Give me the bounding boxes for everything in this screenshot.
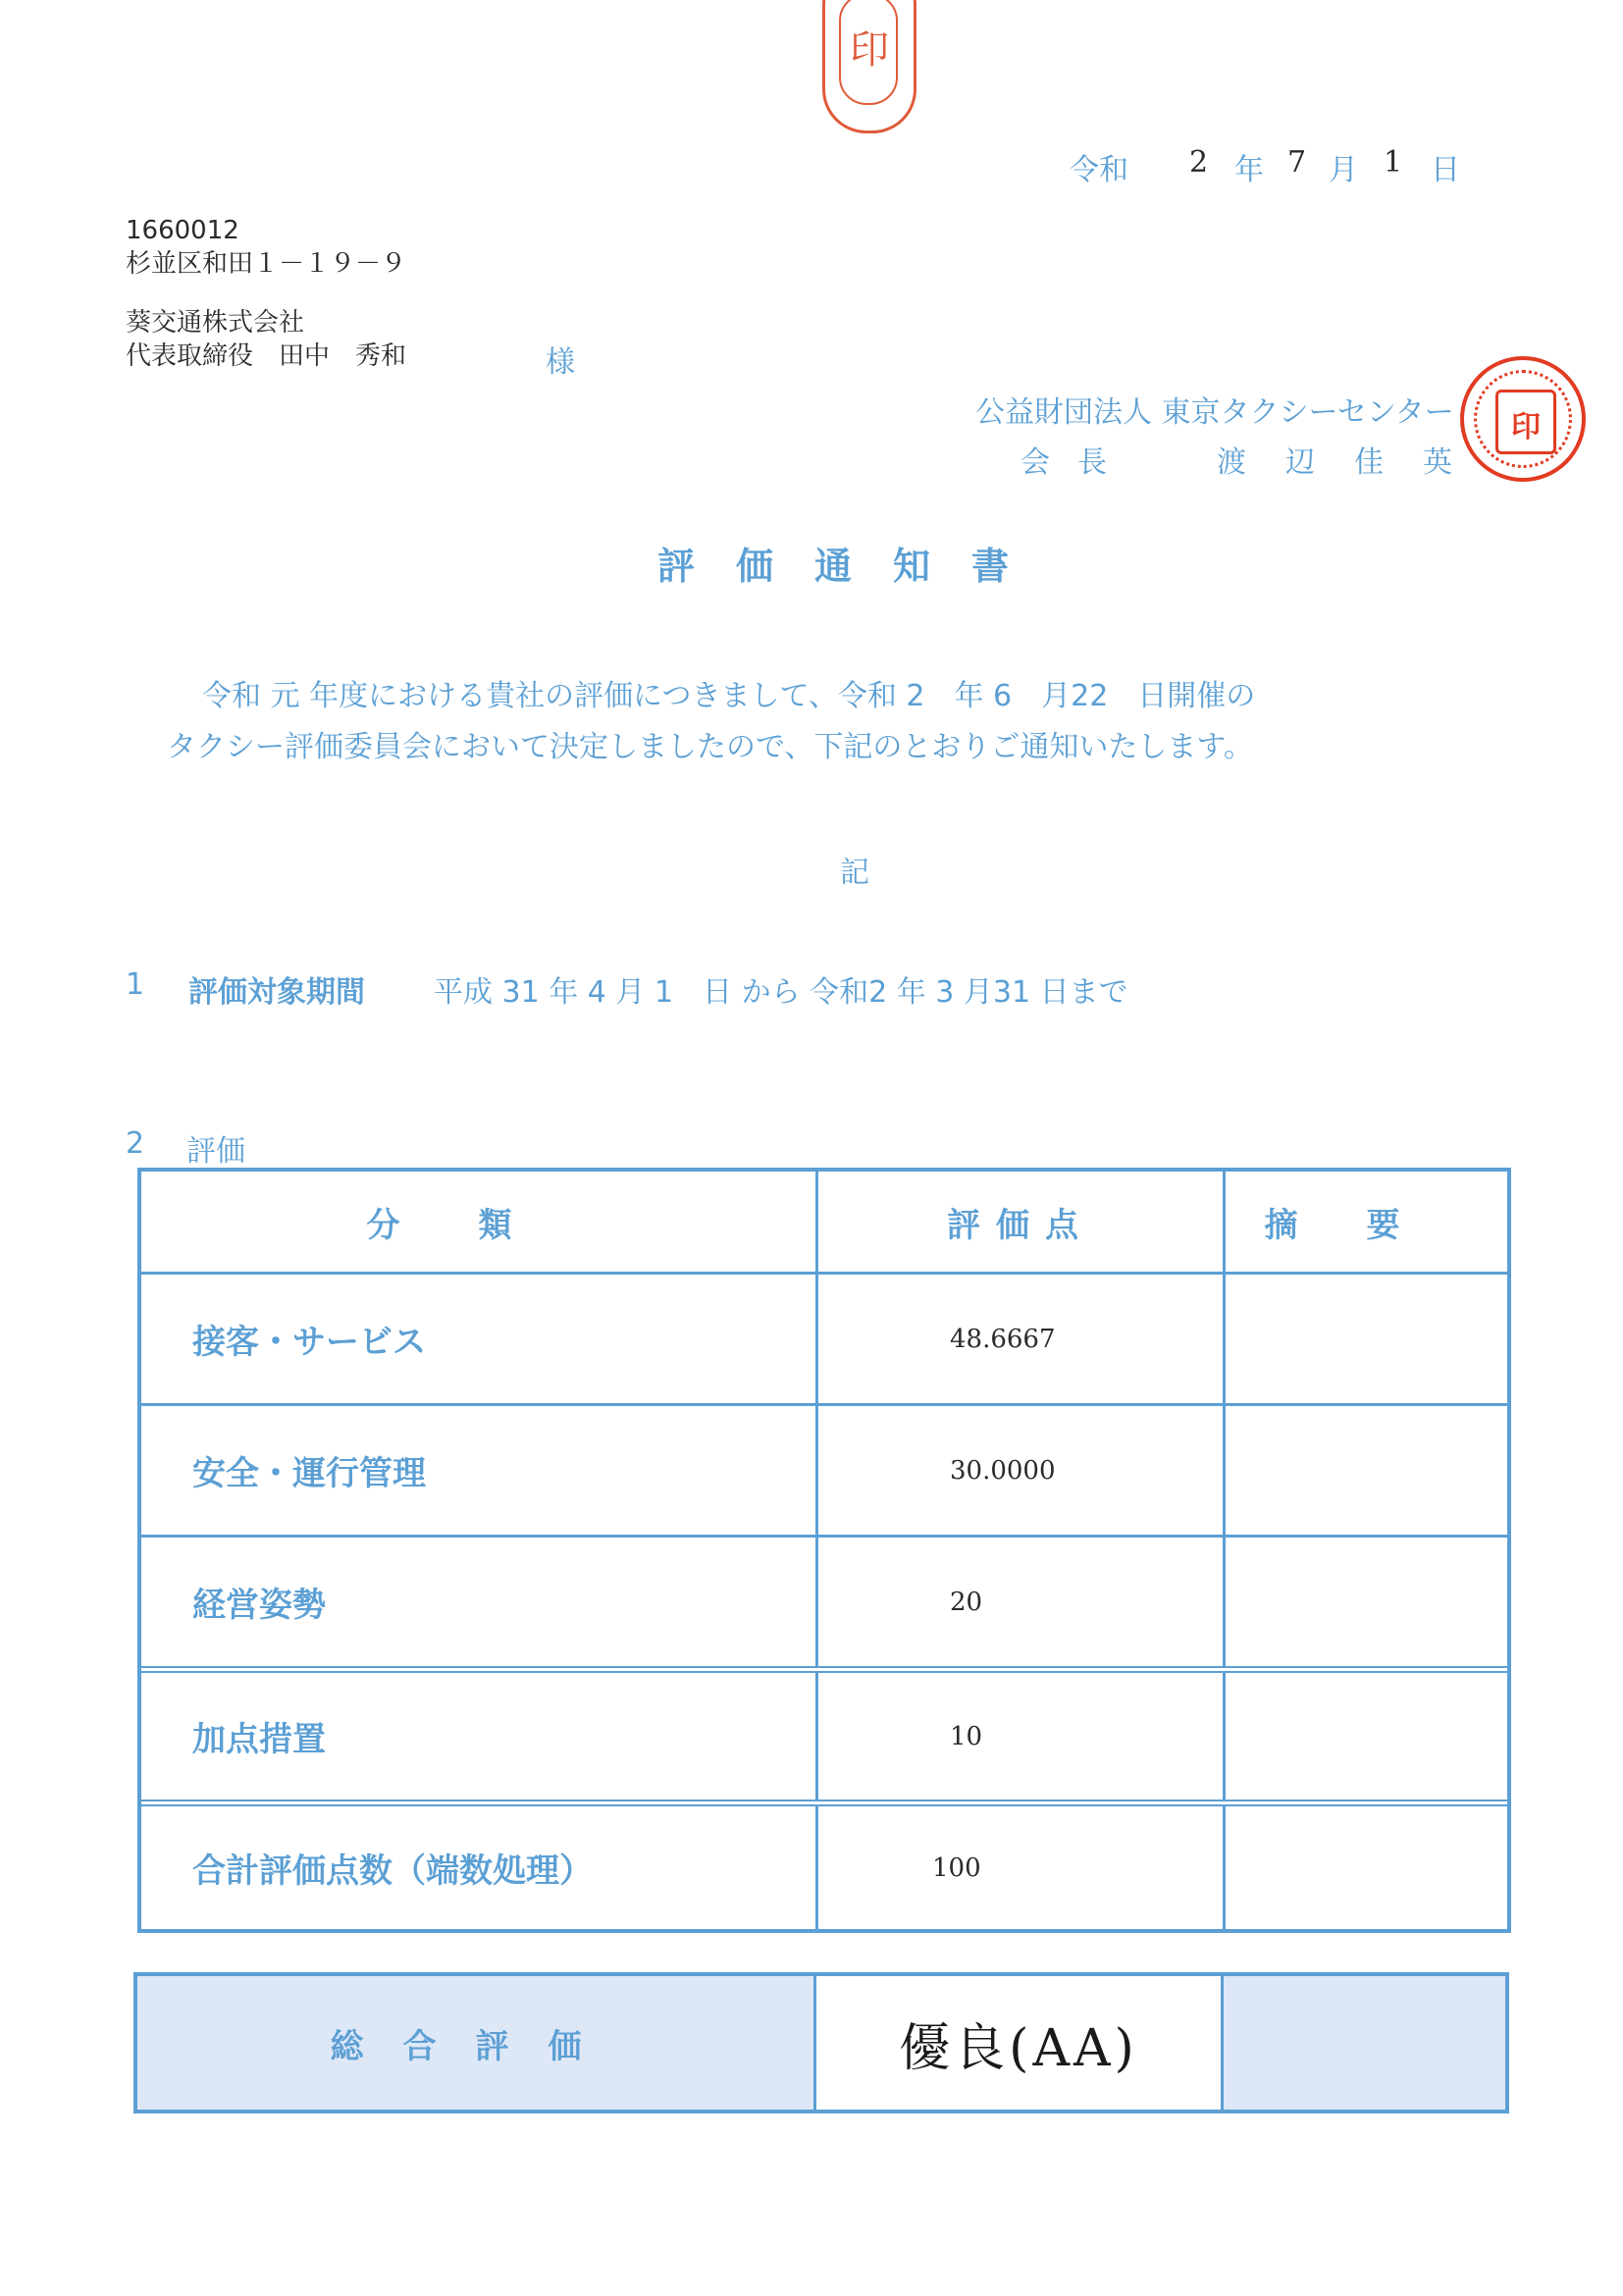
table-row — [141, 1272, 1507, 1403]
row-score: 100 — [818, 1806, 1226, 1929]
body-line-1: 令和 元 年度における貴社の評価につきまして、令和 2 年 6 月22 日開催の — [202, 679, 1256, 713]
row-category: 加点措置 — [141, 1673, 818, 1800]
overall-value: 優良(AA) — [816, 1976, 1224, 2110]
row-category: 安全・運行管理 — [141, 1406, 818, 1535]
row-summary — [1226, 1538, 1507, 1666]
row-summary — [1226, 1673, 1507, 1800]
date-year: 2 — [1189, 145, 1209, 180]
header-score: 評価点 — [818, 1172, 1226, 1272]
row-summary — [1226, 1806, 1507, 1929]
recipient-name — [126, 306, 406, 373]
overall-summary — [1224, 1976, 1505, 2110]
row-category: 合計評価点数（端数処理） — [141, 1806, 818, 1929]
honorific: 様 — [546, 345, 575, 380]
table-row — [141, 1800, 1507, 1929]
date-month-unit: 月 — [1329, 153, 1358, 187]
table-row — [141, 1666, 1507, 1800]
section-1-number: 1 — [126, 967, 145, 1002]
overall-label: 総合評価 — [137, 1976, 816, 2110]
date-month: 7 — [1287, 145, 1307, 180]
issuer-name: 渡辺佳英 — [1217, 445, 1492, 480]
table-row — [141, 1403, 1507, 1535]
issuer-organization: 公益財団法人 東京タクシーセンター — [975, 395, 1454, 430]
date-day-unit: 日 — [1431, 153, 1460, 187]
section-1-label: 評価対象期間 — [188, 975, 365, 1010]
header-summary: 摘要 — [1264, 1205, 1469, 1245]
overall-evaluation-table — [133, 1972, 1509, 2113]
ki-mark: 記 — [840, 856, 869, 890]
postal-code: 1660012 — [126, 216, 239, 245]
section-2-number: 2 — [126, 1126, 145, 1161]
row-summary — [1226, 1275, 1507, 1403]
table-header-row — [141, 1172, 1507, 1272]
table-row — [141, 1535, 1507, 1666]
top-seal: 印 — [822, 0, 916, 133]
evaluation-table — [137, 1168, 1511, 1933]
date-day: 1 — [1384, 145, 1403, 180]
recipient-address — [126, 214, 406, 281]
row-score: 30.0000 — [818, 1406, 1226, 1535]
header-category: 分類 — [141, 1172, 818, 1272]
row-summary — [1226, 1406, 1507, 1535]
date-era: 令和 — [1070, 153, 1128, 187]
row-score: 10 — [818, 1673, 1226, 1800]
row-category: 経営姿勢 — [141, 1538, 818, 1666]
issuer-title: 会長 — [1021, 445, 1134, 480]
evaluation-period: 平成 31 年 4 月 1 日 から 令和2 年 3 月31 日まで — [434, 975, 1128, 1010]
section-2-label: 評価 — [186, 1134, 245, 1169]
document-title: 評価通知書 — [656, 545, 1050, 588]
company-name: 葵交通株式会社 — [126, 308, 305, 338]
street-address: 杉並区和田１－１９－９ — [126, 249, 407, 279]
body-line-2: タクシー評価委員会において決定しましたので、下記のとおりご通知いたします。 — [167, 730, 1253, 764]
row-category: 接客・サービス — [141, 1275, 818, 1403]
official-round-seal: 印 — [1460, 356, 1586, 482]
date-year-unit: 年 — [1234, 153, 1264, 187]
representative-name: 代表取締役 田中 秀和 — [126, 341, 407, 371]
row-score: 48.6667 — [818, 1275, 1226, 1403]
row-score: 20 — [818, 1538, 1226, 1666]
